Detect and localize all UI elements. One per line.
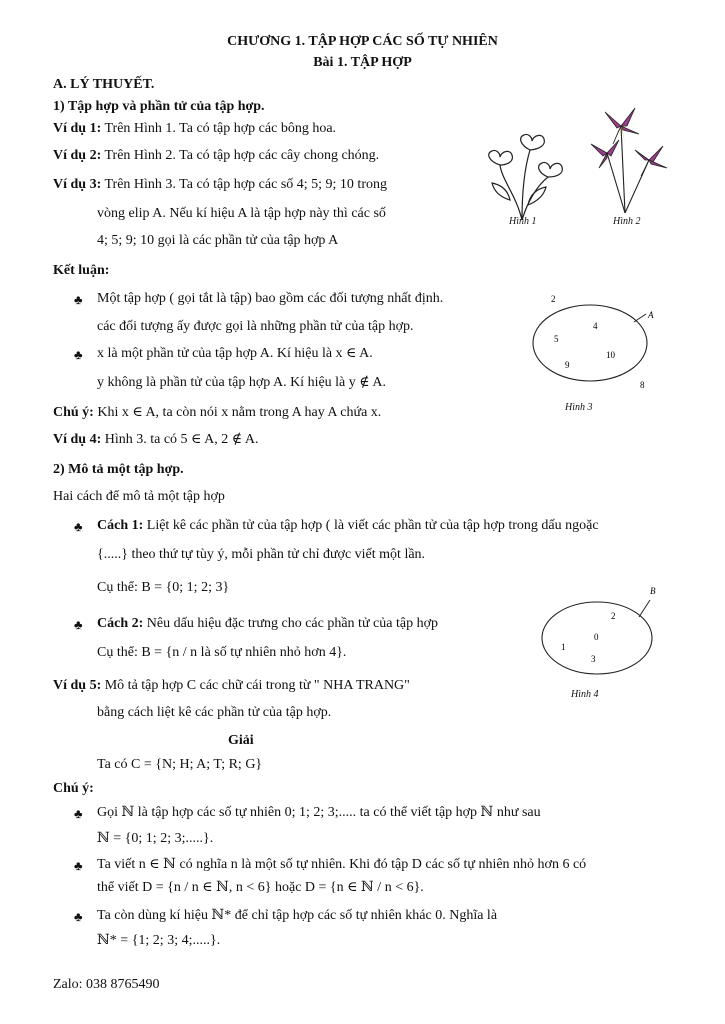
solution-text: Ta có C = {N; H; A; T; R; G}	[97, 757, 263, 772]
conclusion-1-line-2: các đối tượng ấy được gọi là những phần tử của tập hợp.	[97, 319, 414, 334]
flower-head	[489, 150, 513, 165]
figure-1-caption: Hình 1	[509, 216, 537, 227]
note-2-item-3-line-1: Ta còn dùng kí hiệu ℕ* để chỉ tập hợp các số tự nhiên khác 0. Nghĩa là	[97, 908, 498, 923]
note-2-item-1-line-2: ℕ = {0; 1; 2; 3;.....}.	[97, 831, 214, 846]
inside-element: 0	[594, 632, 599, 642]
inside-element: 9	[565, 360, 570, 370]
pinwheel-blade	[607, 140, 619, 156]
pinwheel-blade	[649, 146, 663, 162]
example-5-label: Ví dụ 5:	[53, 678, 102, 693]
note-2-item-2-line-1: Ta viết n ∈ ℕ có nghĩa n là một số tự nhiên. Khi đó tập D các số tự nhiên nhỏ hơn 6 có	[97, 857, 587, 872]
way-1-example: Cụ thể: B = {0; 1; 2; 3}	[97, 580, 230, 595]
example-3-text: Trên Hình 3. Ta có tập hợp các số 4; 5; 9; 10 trong	[104, 177, 387, 192]
club-bullet: ♣	[74, 806, 83, 821]
flower-stem	[500, 165, 522, 220]
figure-4-caption: Hình 4	[571, 689, 599, 700]
subsection-1-heading: 1) Tập hợp và phần tử của tập hợp.	[53, 99, 265, 114]
outside-element: 2	[551, 294, 556, 304]
conclusion-1-line-1: Một tập hợp ( gọi tắt là tập) bao gồm các đối tượng nhất định.	[97, 291, 444, 306]
club-bullet: ♣	[74, 617, 83, 632]
set-a-pointer	[634, 314, 646, 322]
set-b-label: B	[650, 586, 656, 596]
note-1-label: Chú ý:	[53, 405, 94, 420]
lesson-title: Bài 1. TẬP HỢP	[313, 55, 412, 70]
pinwheel-blade	[635, 150, 649, 160]
example-3-line-3: 4; 5; 9; 10 gọi là các phần tử của tập hợp A	[97, 233, 339, 248]
conclusion-2-line-1: x là một phần tử của tập hợp A. Kí hiệu là x ∈ A.	[97, 346, 373, 361]
example-3	[53, 176, 387, 194]
chapter-title: CHƯƠNG 1. TẬP HỢP CÁC SỐ TỰ NHIÊN	[227, 34, 498, 49]
way-1-label: Cách 1:	[97, 518, 144, 533]
conclusion-label: Kết luận:	[53, 263, 110, 278]
figure-3-caption: Hình 3	[565, 402, 593, 413]
pinwheel-blade	[605, 112, 621, 128]
figure-2-caption: Hình 2	[613, 216, 641, 227]
note-1	[53, 404, 381, 422]
note-2-label: Chú ý:	[53, 781, 94, 796]
example-4-label: Ví dụ 4:	[53, 432, 102, 447]
subsection-2-heading: 2) Mô tả một tập hợp.	[53, 462, 184, 477]
note-2-item-3-line-2: ℕ* = {1; 2; 3; 4;.....}.	[97, 933, 221, 948]
pinwheel-blade	[613, 126, 621, 144]
example-3-label: Ví dụ 3:	[53, 177, 102, 192]
conclusion-2-line-2: y không là phần tử của tập hợp A. Kí hiệu là y ∉ A.	[97, 375, 386, 390]
way-1	[97, 517, 599, 535]
example-4	[53, 431, 258, 449]
club-bullet: ♣	[74, 347, 83, 362]
example-3-line-2: vòng elip A. Nếu kí hiệu A là tập hợp này thì các số	[97, 206, 386, 221]
flower-head	[521, 134, 545, 150]
example-2-label: Ví dụ 2:	[53, 148, 102, 163]
solution-label: Giải	[228, 733, 254, 748]
footer-contact: Zalo: 038 8765490	[53, 977, 160, 992]
way-2-text: Nêu dấu hiệu đặc trưng cho các phần tử của tập hợp	[146, 616, 438, 631]
pinwheel-blade	[621, 108, 635, 126]
example-2-text: Trên Hình 2. Ta có tập hợp các cây chong chóng.	[104, 148, 380, 163]
example-1-text: Trên Hình 1. Ta có tập hợp các bông hoa.	[104, 121, 337, 136]
inside-element: 2	[611, 611, 616, 621]
inside-element: 10	[606, 350, 615, 360]
note-2-item-1-line-1: Gọi ℕ là tập hợp các số tự nhiên 0; 1; 2; 3;..... ta có thể viết tập hợp ℕ như sau	[97, 805, 541, 820]
note-1-text: Khi x ∈ A, ta còn nói x nằm trong A hay A chứa x.	[97, 405, 382, 420]
flower-stem	[522, 177, 548, 220]
example-5	[53, 677, 410, 695]
figure-4-set-diagram	[540, 580, 665, 685]
set-b-pointer	[639, 600, 650, 617]
example-1	[53, 120, 336, 138]
way-1-line-2: {.....} theo thứ tự tùy ý, mỗi phần tử chỉ được viết một lần.	[97, 547, 426, 562]
example-4-text: Hình 3. ta có 5 ∈ A, 2 ∉ A.	[104, 432, 259, 447]
set-a-label: A	[648, 310, 654, 320]
club-bullet: ♣	[74, 519, 83, 534]
flower-leaf	[528, 187, 546, 205]
club-bullet: ♣	[74, 292, 83, 307]
flower-head	[539, 162, 563, 177]
way-2	[97, 615, 438, 633]
example-2	[53, 147, 379, 165]
pinwheel-blade	[591, 144, 607, 156]
note-2-item-2-line-2: thể viết D = {n / n ∈ ℕ, n < 6} hoặc D = {n ∈ ℕ / n < 6}.	[97, 880, 424, 895]
example-5-text: Mô tả tập hợp C các chữ cái trong từ " NHA TRANG"	[104, 678, 410, 693]
pinwheel-blade	[649, 160, 667, 168]
way-2-example: Cụ thể: B = {n / n là số tự nhiên nhỏ hơn 4}.	[97, 645, 347, 660]
way-2-label: Cách 2:	[97, 616, 144, 631]
two-ways-text: Hai cách để mô tả một tập hợp	[53, 489, 225, 504]
theory-heading: A. LÝ THUYẾT.	[53, 77, 155, 92]
inside-element: 4	[593, 321, 598, 331]
outside-element: 8	[640, 380, 645, 390]
figure-2-pinwheels	[585, 98, 675, 218]
set-a-ellipse	[533, 305, 647, 381]
pinwheel-blade	[641, 160, 649, 176]
inside-element: 5	[554, 334, 559, 344]
pinwheel-blade	[621, 126, 639, 134]
inside-element: 1	[561, 642, 566, 652]
way-1-text: Liệt kê các phần tử của tập hợp ( là viết các phần tử của tập hợp trong dấu ngoặc	[146, 518, 599, 533]
example-5-line-2: bằng cách liệt kê các phần tử của tập hợp.	[97, 705, 332, 720]
figure-3-set-diagram	[530, 288, 670, 408]
example-1-label: Ví dụ 1:	[53, 121, 102, 136]
inside-element: 3	[591, 654, 596, 664]
club-bullet: ♣	[74, 858, 83, 873]
club-bullet: ♣	[74, 909, 83, 924]
